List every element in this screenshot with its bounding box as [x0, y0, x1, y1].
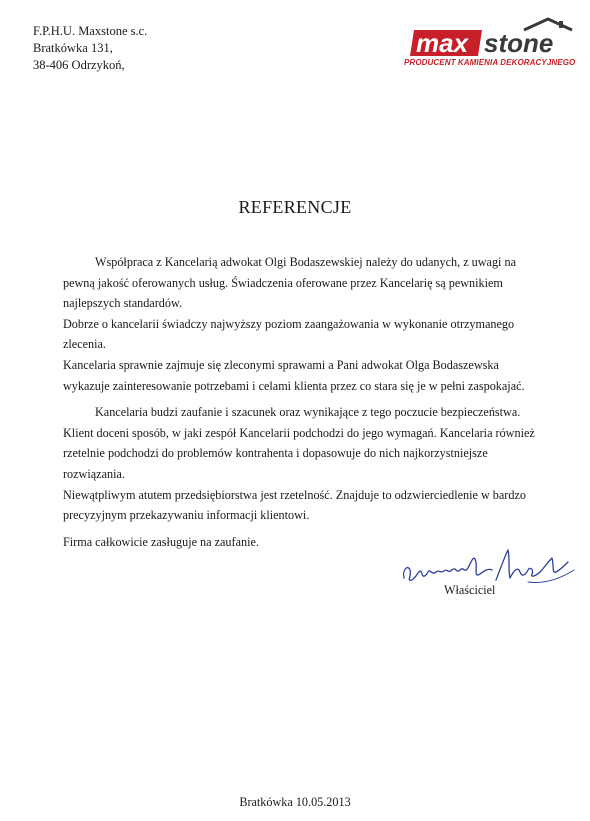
place-and-date: Bratkówka 10.05.2013	[239, 795, 351, 809]
paragraph-3: Kancelaria sprawnie zajmuje się zleconymi sprawami a Pani adwokat Olga Bodaszewska wykazuje zainteresowanie potrzebami i celami klienta przez co stara się je w pełni zaspokajać.	[63, 357, 525, 393]
maxstone-logo-mark	[404, 16, 580, 58]
signer-title: Właściciel	[444, 583, 496, 597]
logo-word-stone: stone	[484, 28, 554, 58]
sender-company: F.P.H.U. Maxstone s.c.	[33, 24, 148, 38]
paragraph-5: Klient doceni sposób, w jaki zespół Kancelarii podchodzi do jego wymagań. Kancelaria również rzetelnie podchodzi do problemów kontrahenta i dopasowuje do nich najkorzystniejsze rozwiązania.	[63, 425, 535, 481]
paragraph-2: Dobrze o kancelarii świadczy najwyższy poziom zaangażowania w wykonanie otrzymanego zlecenia.	[63, 316, 515, 352]
logo-word-max: max	[416, 28, 469, 58]
logo-tagline: PRODUCENT KAMIENIA DEKORACYJNEGO	[404, 58, 576, 67]
sender-street: Bratkówka 131,	[33, 41, 113, 55]
paragraph-6: Niewątpliwym atutem przedsiębiorstwa jest rzetelność. Znajduje to odzwierciedlenie w bardzo precyzyjnym przekazywaniu informacji klientowi.	[63, 487, 526, 523]
letter-title: REFERENCJE	[238, 197, 352, 217]
paragraph-4: Kancelaria budzi zaufanie i szacunek oraz wynikające z tego poczucie bezpieczeństwa.	[95, 405, 521, 420]
paragraph-7: Firma całkowicie zasługuje na zaufanie.	[63, 534, 259, 549]
letter-body	[63, 252, 547, 552]
sender-city: 38-406 Odrzykoń,	[33, 58, 125, 72]
sender-address	[33, 23, 147, 74]
maxstone-logo	[404, 16, 580, 74]
paragraph-1: Współpraca z Kancelarią adwokat Olgi Bodaszewskiej należy do udanych, z uwagi na pewną jakość oferowanych usług. Świadczenia oferowane przez Kancelarię są pewnikiem najlepszych standardów.	[63, 255, 516, 311]
